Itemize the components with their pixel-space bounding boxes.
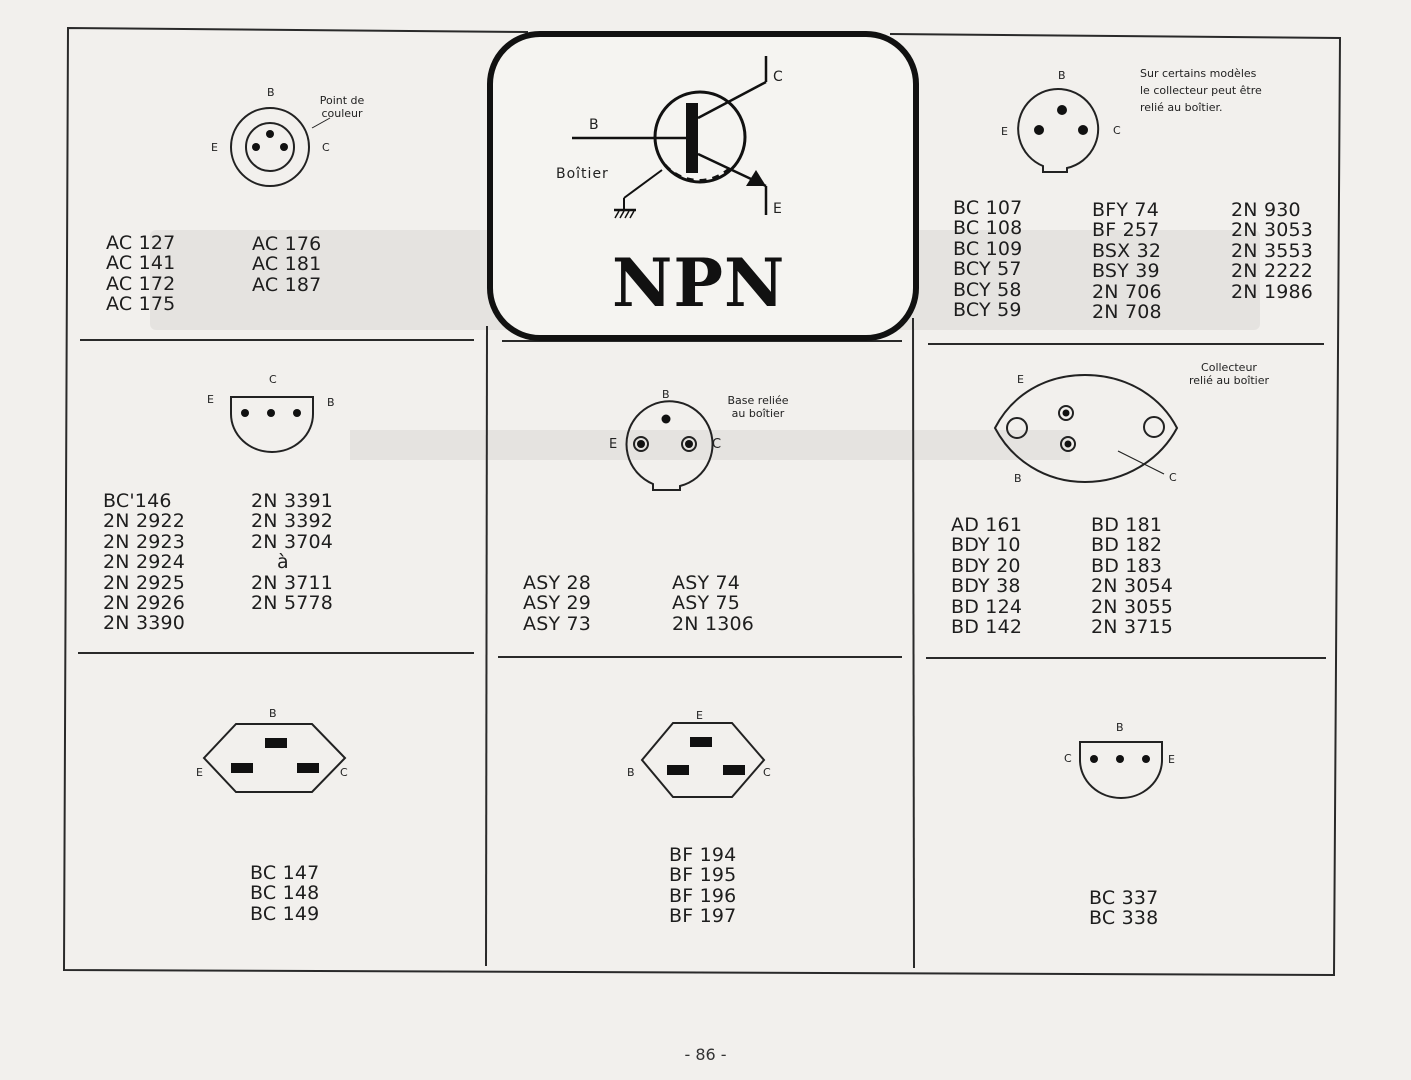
- part-number: ASY 29: [523, 592, 592, 615]
- mc-note: Base reliée au boîtier: [727, 394, 789, 420]
- part-number: 2N 3053: [1231, 219, 1314, 242]
- part-number: BCY 59: [953, 298, 1022, 321]
- bc-pin-b: B: [627, 766, 635, 779]
- mr-note: Collecteur relié au boîtier: [1188, 361, 1270, 387]
- part-number: ASY 73: [523, 612, 592, 635]
- bl-pin-c: C: [340, 766, 348, 779]
- part-number: BCY 58: [953, 278, 1022, 301]
- part-number: AC 172: [106, 272, 176, 295]
- part-number: 2N 3054: [1091, 575, 1174, 598]
- part-number: BDY 38: [951, 575, 1021, 598]
- column-divider: [913, 318, 914, 968]
- part-number: 2N 2926: [103, 591, 186, 614]
- ml-list-2: [251, 491, 333, 613]
- part-number: 2N 708: [1092, 300, 1162, 323]
- tr-list-2: [1092, 200, 1162, 322]
- tr-list-3: [1231, 200, 1313, 302]
- part-number: BF 195: [669, 864, 737, 887]
- part-number: 2N 2925: [103, 571, 186, 594]
- part-number: 2N 1986: [1231, 280, 1314, 303]
- part-number: BD 182: [1091, 534, 1163, 557]
- ml-pin-b: B: [327, 396, 335, 409]
- ml-list-1: [103, 491, 185, 634]
- bot-left-package: [204, 724, 345, 792]
- tl-pin-e: E: [211, 141, 218, 154]
- part-number: ASY 74: [672, 572, 741, 594]
- part-number: BC'146: [103, 490, 172, 512]
- tr-list-1: [953, 198, 1022, 320]
- mid-center-package: [627, 401, 713, 490]
- ml-pin-c: C: [269, 373, 277, 386]
- tl-pin-c: C: [322, 141, 330, 154]
- bot-right-package: [1080, 742, 1162, 798]
- part-number: BFY 74: [1092, 199, 1159, 221]
- part-number: 2N 3715: [1091, 615, 1174, 638]
- part-number: ASY 75: [672, 592, 741, 615]
- br-pin-b: B: [1116, 721, 1124, 734]
- part-number: AC 181: [252, 253, 322, 276]
- part-number: BC 149: [250, 902, 320, 925]
- mr-pin-e: E: [1017, 373, 1024, 386]
- part-number: 2N 3390: [103, 612, 186, 635]
- part-number: 2N 706: [1092, 280, 1162, 303]
- part-number: BD 124: [951, 595, 1023, 618]
- center-pin-b: B: [589, 117, 599, 133]
- part-number: AD 161: [951, 514, 1023, 536]
- part-number: BSY 39: [1092, 260, 1160, 283]
- tl-list-1: [106, 233, 175, 315]
- tr-pin-c: C: [1113, 124, 1121, 137]
- mr-list-2: [1091, 515, 1173, 637]
- br-list-1: [1089, 888, 1158, 929]
- part-number: 2N 3055: [1091, 595, 1174, 618]
- part-number: 2N 2924: [103, 551, 186, 574]
- mc-pin-c: C: [712, 437, 722, 452]
- tl-list-2: [252, 234, 321, 295]
- boitier-label: Boîtier: [556, 166, 609, 182]
- center-pin-e: E: [773, 201, 782, 217]
- part-number: 2N 1306: [672, 612, 755, 635]
- part-number: AC 127: [106, 232, 176, 254]
- mc-pin-b: B: [662, 388, 670, 401]
- part-number: BC 107: [953, 197, 1023, 219]
- part-number: BF 194: [669, 844, 737, 866]
- bl-pin-b: B: [269, 707, 277, 720]
- part-number: BDY 10: [951, 534, 1021, 557]
- part-number: 2N 2222: [1231, 260, 1314, 283]
- tr-pin-e: E: [1001, 125, 1008, 138]
- part-number: BC 337: [1089, 887, 1159, 909]
- part-number: BC 338: [1089, 907, 1159, 930]
- mc-list-1: [523, 573, 591, 634]
- part-number: AC 187: [252, 273, 322, 296]
- part-number: BC 148: [250, 882, 320, 905]
- part-number: BF 257: [1092, 219, 1160, 242]
- part-number: 2N 930: [1231, 199, 1301, 221]
- part-number: 2N 3704: [251, 530, 334, 553]
- ml-pin-e: E: [207, 393, 214, 406]
- part-number: BCY 57: [953, 258, 1022, 281]
- bot-center-package: [642, 723, 764, 797]
- mid-left-package: [231, 397, 313, 452]
- bc-list-1: [669, 845, 736, 927]
- part-number: BF 196: [669, 884, 737, 907]
- bl-pin-e: E: [196, 766, 203, 779]
- part-number: AC 176: [252, 233, 322, 255]
- part-number: 2N 3711: [251, 571, 334, 594]
- mid-right-package: [995, 375, 1177, 482]
- column-divider: [486, 326, 487, 966]
- part-number: 2N 3553: [1231, 239, 1314, 262]
- part-number: BDY 20: [951, 554, 1021, 577]
- br-pin-e: E: [1168, 753, 1175, 766]
- part-number: BC 147: [250, 862, 320, 884]
- part-number: BSX 32: [1092, 239, 1162, 262]
- part-number: BC 109: [953, 237, 1023, 260]
- tr-pin-b: B: [1058, 69, 1066, 82]
- center-pin-c: C: [773, 69, 783, 85]
- tr-note: Sur certains modèles le collecteur peut être relié au boîtier.: [1140, 67, 1262, 114]
- part-number: AC 141: [106, 252, 176, 275]
- part-number: 2N 5778: [251, 591, 334, 614]
- part-number: 2N 2923: [103, 530, 186, 553]
- part-number: 2N 3391: [251, 490, 334, 512]
- mr-list-1: [951, 515, 1022, 637]
- mr-pin-c: C: [1169, 471, 1177, 484]
- br-pin-c: C: [1064, 752, 1072, 765]
- bl-list-1: [250, 863, 319, 924]
- bc-pin-e: E: [696, 709, 703, 722]
- tl-note: Point de couleur: [319, 94, 365, 120]
- mr-pin-b: B: [1014, 472, 1022, 485]
- part-number: AC 175: [106, 293, 176, 316]
- part-number: 2N 2922: [103, 510, 186, 533]
- part-number: BD 181: [1091, 514, 1163, 536]
- part-number: ASY 28: [523, 572, 592, 594]
- mc-pin-e: E: [609, 437, 618, 452]
- top-right-package: [1018, 89, 1098, 172]
- mc-list-2: [672, 573, 754, 634]
- part-number: BD 183: [1091, 554, 1163, 577]
- part-number: 2N 3392: [251, 510, 334, 533]
- range-separator: à: [277, 551, 289, 574]
- part-number: BC 108: [953, 217, 1023, 240]
- part-number: BF 197: [669, 905, 737, 928]
- page-number: - 86 -: [684, 1045, 727, 1064]
- part-number: BD 142: [951, 615, 1023, 638]
- npn-title: NPN: [612, 244, 786, 322]
- tl-pin-b: B: [267, 86, 275, 99]
- bc-pin-c: C: [763, 766, 771, 779]
